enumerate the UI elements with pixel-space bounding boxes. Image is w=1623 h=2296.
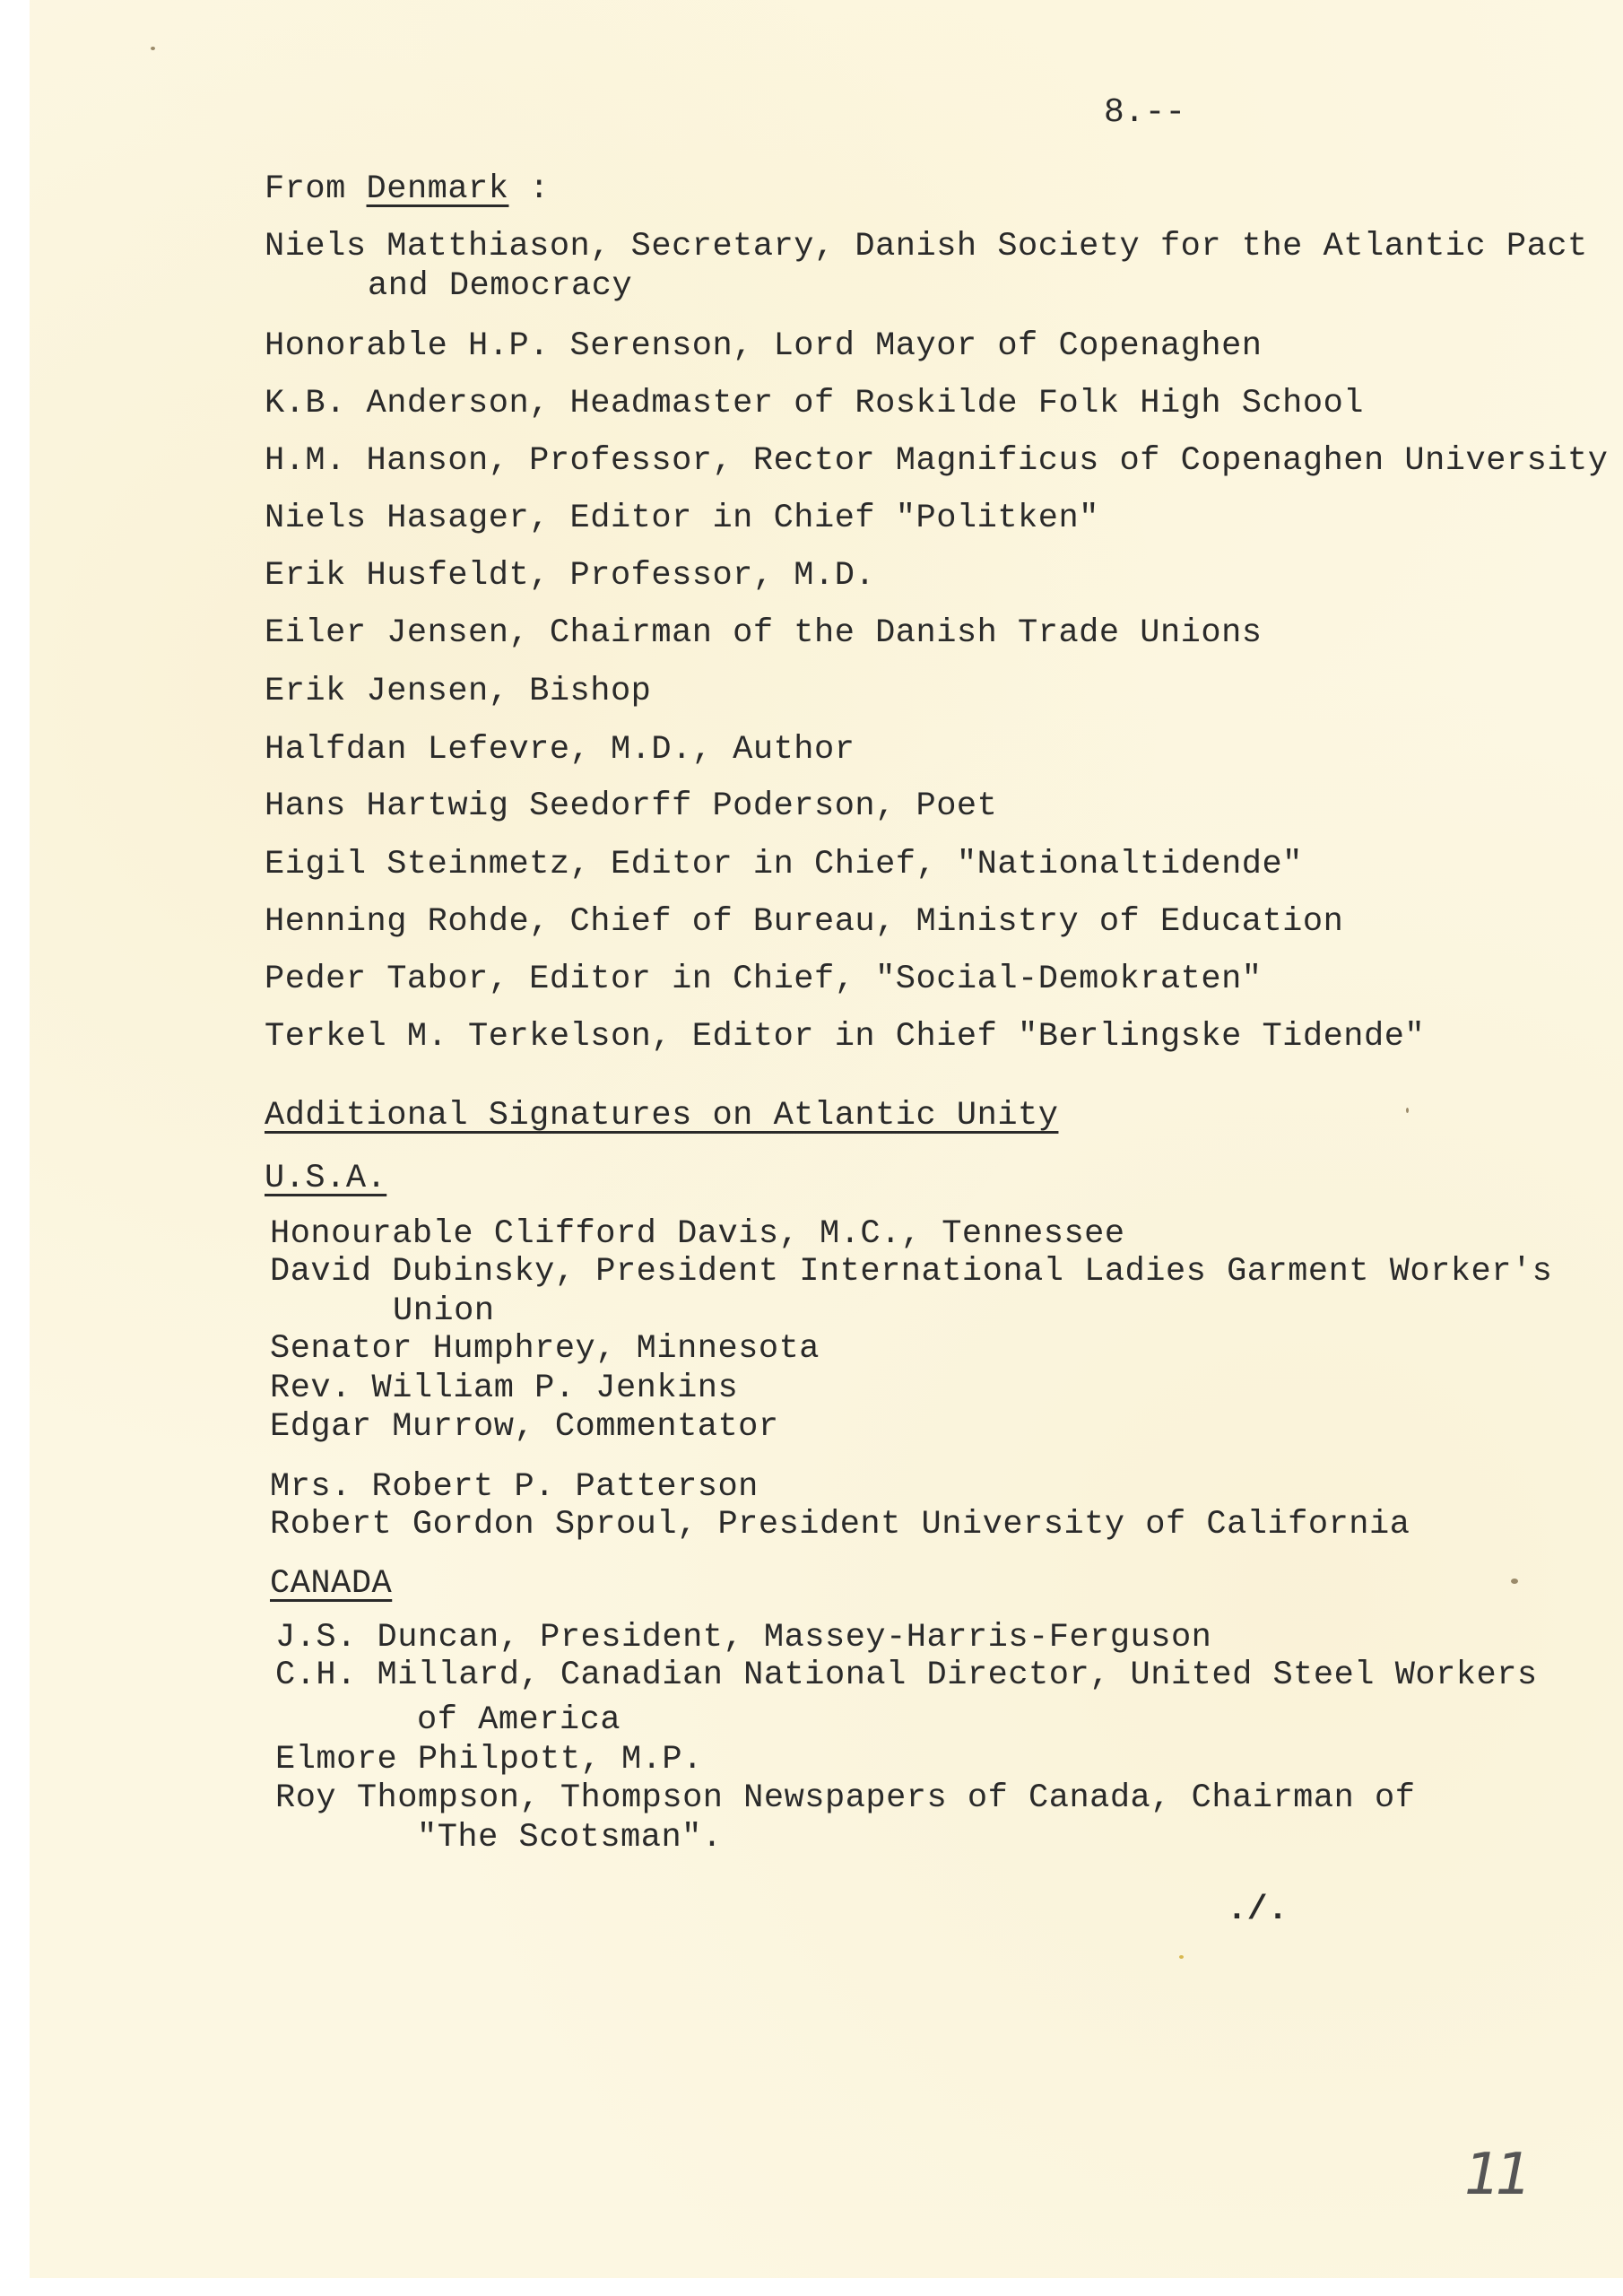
paper-speck bbox=[151, 47, 155, 50]
paper-speck bbox=[1511, 1578, 1518, 1584]
list-item: David Dubinsky, President International Ladies Garment Worker's bbox=[270, 1253, 1553, 1291]
list-item-continuation: "The Scotsman". bbox=[417, 1819, 723, 1857]
heading-country: Denmark bbox=[366, 170, 509, 208]
paper-speck bbox=[1406, 1108, 1409, 1113]
list-item: Roy Thompson, Thompson Newspapers of Canada, Chairman of bbox=[275, 1779, 1416, 1817]
subheading-usa: U.S.A. bbox=[265, 1160, 387, 1197]
heading-suffix: : bbox=[508, 170, 550, 208]
list-item: Hans Hartwig Seedorff Poderson, Poet bbox=[265, 787, 998, 825]
list-item: Erik Jensen, Bishop bbox=[265, 673, 652, 710]
paper-speck bbox=[1179, 1955, 1184, 1959]
subheading-canada: CANADA bbox=[270, 1565, 393, 1603]
handwritten-folio-number: 11 bbox=[1464, 2142, 1527, 2208]
list-item: Honourable Clifford Davis, M.C., Tennessee bbox=[270, 1215, 1125, 1253]
list-item: Eigil Steinmetz, Editor in Chief, "Nationaltidende" bbox=[265, 846, 1303, 883]
list-item: Eiler Jensen, Chairman of the Danish Trade Unions bbox=[265, 614, 1263, 652]
list-item: Henning Rohde, Chief of Bureau, Ministry of Education bbox=[265, 903, 1344, 941]
list-item: Erik Husfeldt, Professor, M.D. bbox=[265, 557, 876, 595]
list-item-continuation: and Democracy bbox=[368, 267, 633, 305]
list-item: Niels Hasager, Editor in Chief "Politken" bbox=[265, 500, 1099, 537]
list-item: Niels Matthiason, Secretary, Danish Society for the Atlantic Pact bbox=[265, 228, 1588, 265]
continuation-mark: ./. bbox=[1227, 1891, 1289, 1929]
list-item: K.B. Anderson, Headmaster of Roskilde Folk High School bbox=[265, 385, 1364, 422]
list-item: Edgar Murrow, Commentator bbox=[270, 1408, 779, 1446]
list-item: Rev. William P. Jenkins bbox=[270, 1370, 739, 1407]
document-page bbox=[30, 0, 1623, 2278]
list-item: C.H. Millard, Canadian National Director, United Steel Workers bbox=[275, 1657, 1538, 1694]
section-heading-denmark bbox=[265, 170, 550, 208]
list-item: Terkel M. Terkelson, Editor in Chief "Berlingske Tidende" bbox=[265, 1018, 1426, 1056]
list-item: H.M. Hanson, Professor, Rector Magnificus of Copenaghen University bbox=[265, 442, 1609, 480]
list-item: Senator Humphrey, Minnesota bbox=[270, 1330, 820, 1368]
section-heading-additional: Additional Signatures on Atlantic Unity bbox=[265, 1097, 1059, 1135]
list-item: Peder Tabor, Editor in Chief, "Social-Demokraten" bbox=[265, 961, 1263, 998]
list-item-continuation: Union bbox=[393, 1292, 495, 1330]
list-item: Honorable H.P. Serenson, Lord Mayor of Copenaghen bbox=[265, 327, 1263, 365]
list-item: Robert Gordon Sproul, President University of California bbox=[270, 1506, 1410, 1544]
list-item: Mrs. Robert P. Patterson bbox=[270, 1468, 759, 1506]
list-item: J.S. Duncan, President, Massey-Harris-Ferguson bbox=[275, 1619, 1212, 1657]
heading-prefix: From bbox=[265, 170, 367, 208]
page-number: 8.-- bbox=[1104, 93, 1186, 132]
list-item: Halfdan Lefevre, M.D., Author bbox=[265, 731, 855, 769]
list-item-continuation: of America bbox=[417, 1701, 621, 1739]
list-item: Elmore Philpott, M.P. bbox=[275, 1741, 703, 1779]
